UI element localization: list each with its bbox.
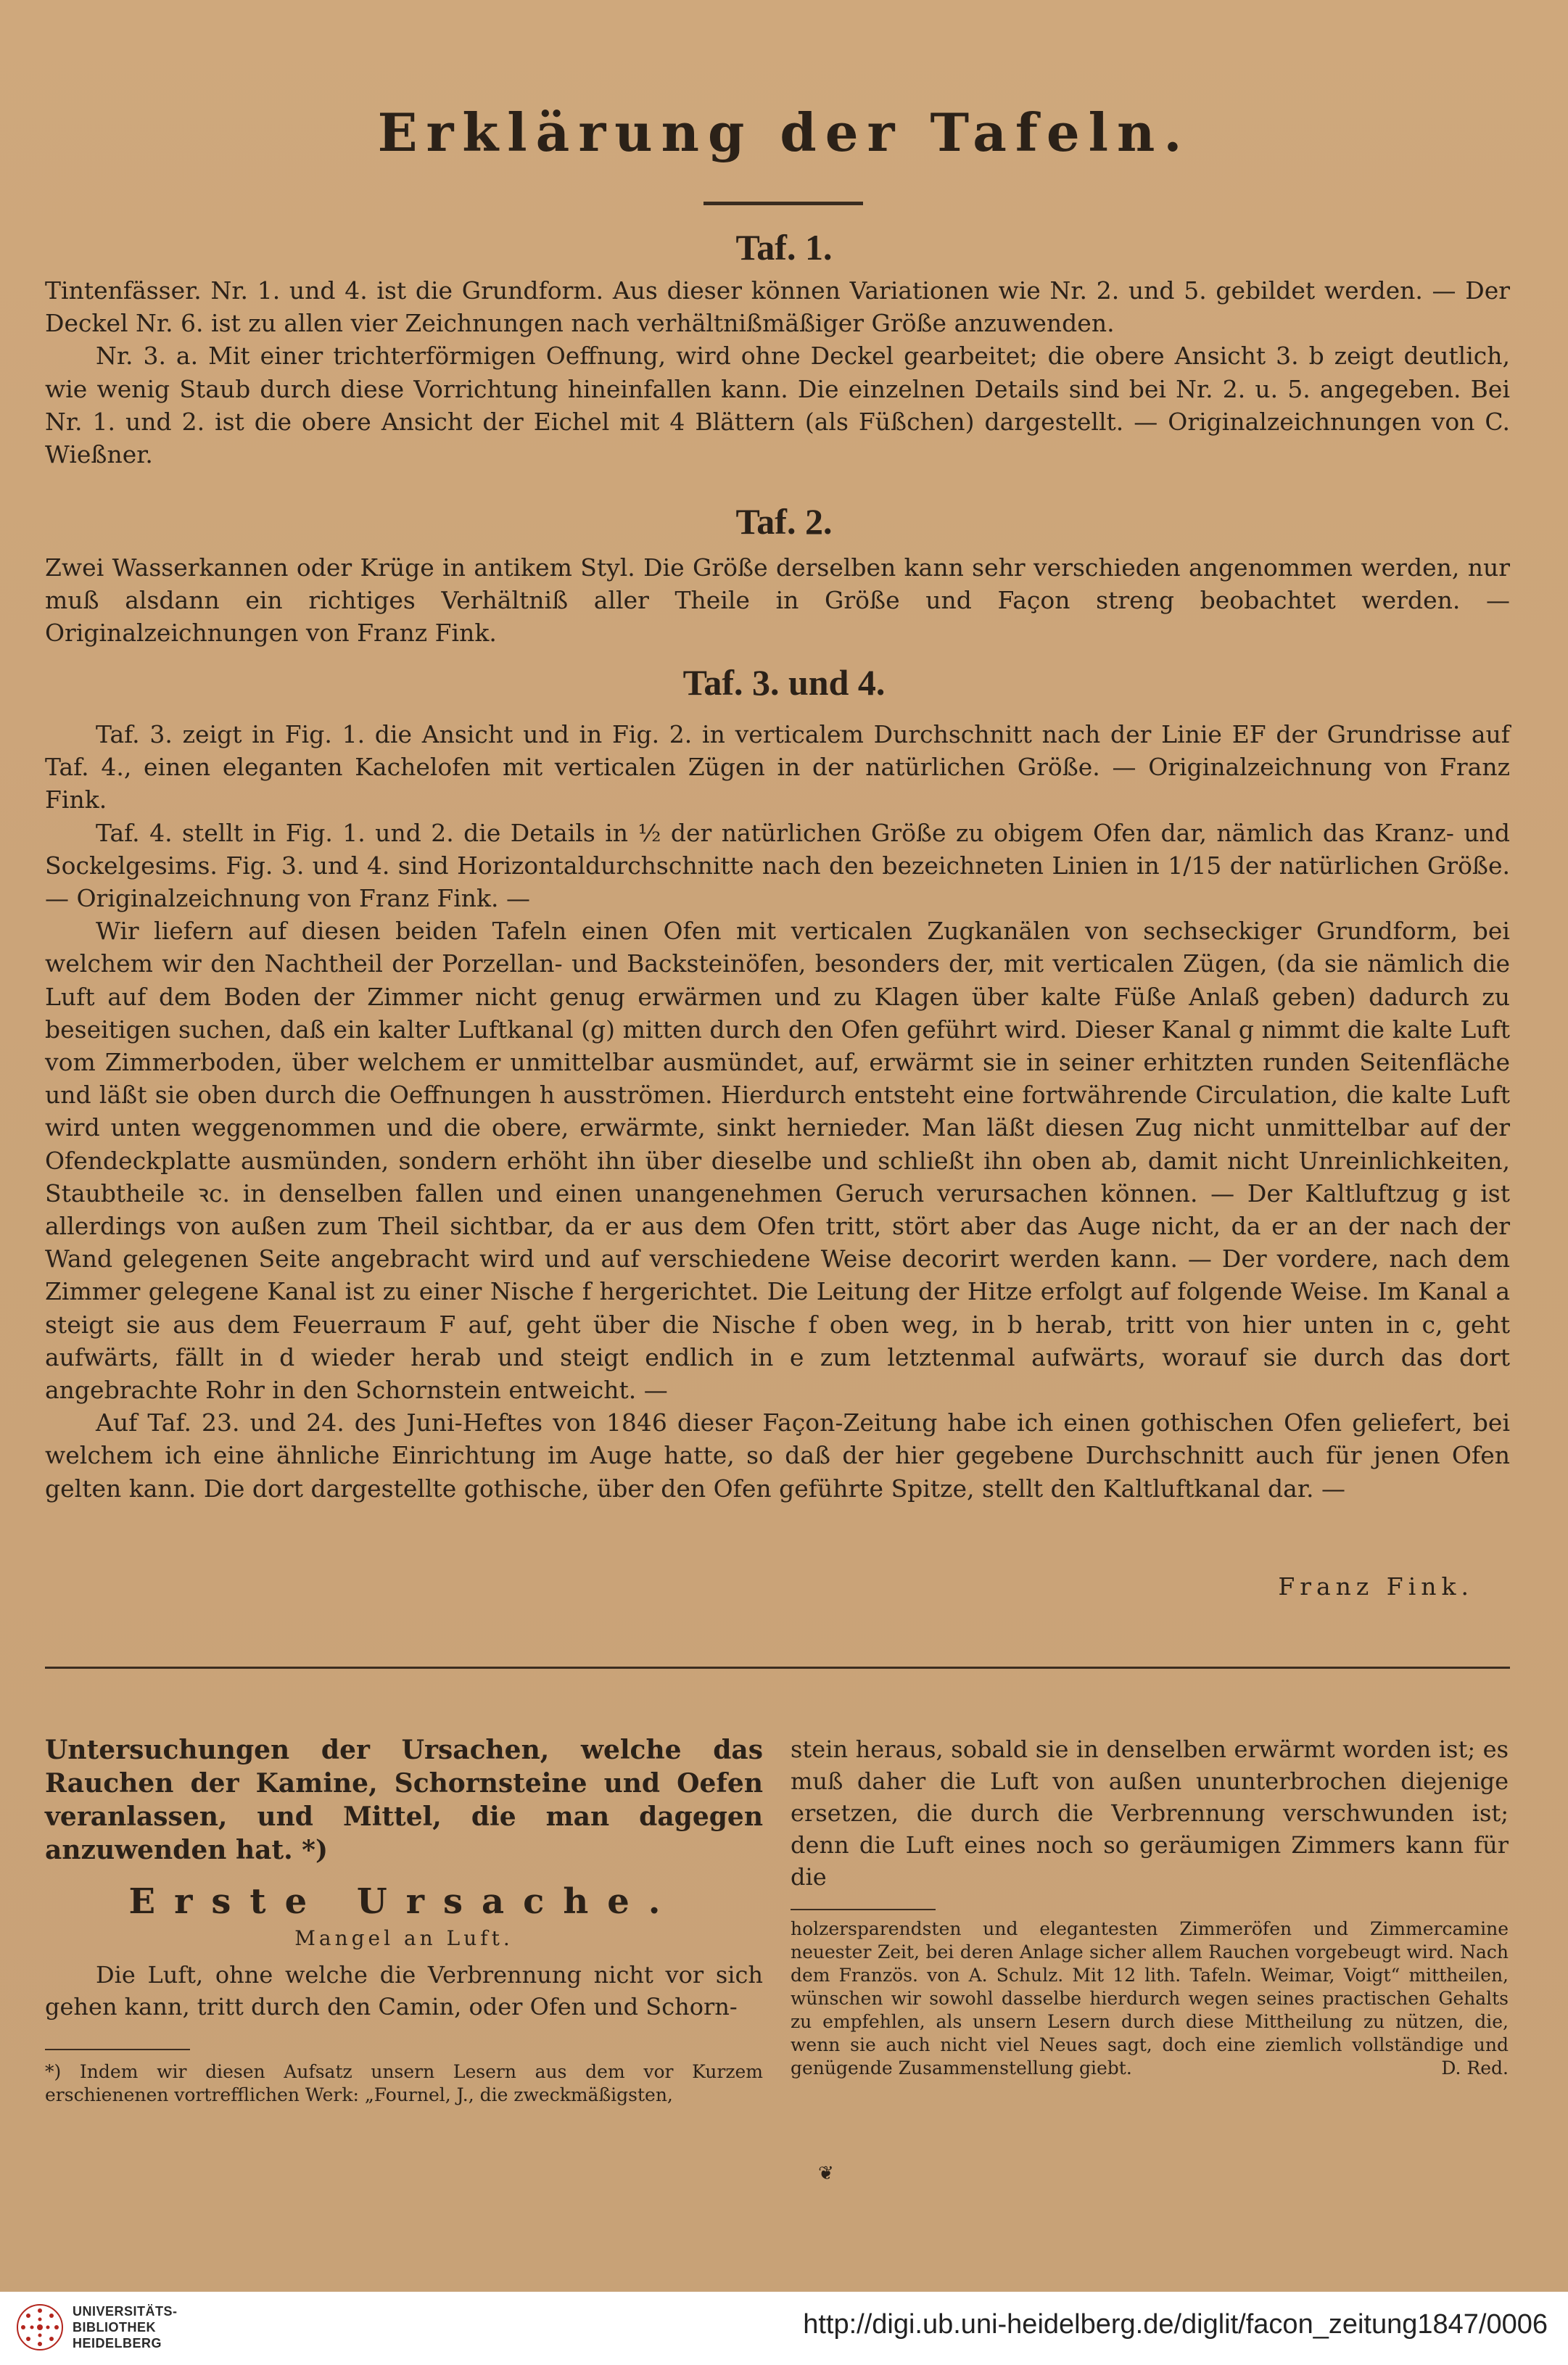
taf1-paragraph-2: Nr. 3. a. Mit einer trichterförmigen Oeffnung, wird ohne Deckel gearbeitet; die obere Ansicht 3. b zeigt deutlich, wie wenig Staub durch diese Vorrichtung hineinfallen kann. Die einzelnen Details sind bei Nr. 2. u. 5. angegeben. Bei Nr. 1. und 2. ist die obere Ansicht der Eichel mit 4 Blättern (als Füßchen) dargestellt. — Originalzeichnungen von C. Wießner. [45,342,1510,469]
taf2-paragraph-1: Zwei Wasserkannen oder Krüge in antikem Styl. Die Größe derselben kann sehr verschieden angenommen werden, nur muß alsdann ein richtiges Verhältniß aller Theile in Größe und Façon streng beobachtet werden. — Originalzeichnungen von Franz Fink. [45,553,1510,648]
article-right-column [791,1733,1509,2080]
library-name [73,2303,178,2351]
taf34-heading: Taf. 3. und 4. [682,662,886,703]
footnote-right-text: holzersparendsten und elegantesten Zimmeröfen und Zimmercamine neuester Zeit, bei deren Anlage sicher allem Rauchen vorgebeugt wird. Nach dem Französ. von A. Schulz. Mit 12 lith. Tafeln. Weimar, Voigt“ mittheilen, wünschen wir sowohl dasselbe hierdurch wegen seines practischen Gehalts zu empfehlen, als unsern Lesern durch diese Mittheilung zu nützen, die, wenn sie auch nicht viel Neues sagt, doch eine ziemlich vollständige und genügende Zusammenstellung giebt. [791,1918,1509,2079]
page-title: Erklärung der Tafeln. [377,102,1191,163]
article-left-paragraph: Die Luft, ohne welche die Verbrennung nicht vor sich gehen kann, tritt durch den Camin, oder Ofen und Schorn- [45,1961,763,2021]
taf34-paragraph-2: Taf. 4. stellt in Fig. 1. und 2. die Details in ½ der natürlichen Größe zu obigem Ofen dar, nämlich das Kranz- und Sockelgesims. Fig. 3. und 4. sind Horizontaldurchschnitte nach den bezeichneten Linien in 1/15 der natürlichen Größe. — Originalzeichnung von Franz Fink. — [45,818,1510,913]
article-left-column [45,1733,763,2107]
article-left-text [45,1959,763,2023]
library-name-line-3: HEIDELBERG [73,2336,162,2350]
article-heading: Untersuchungen der Ursachen, welche das Rauchen der Kamine, Schornsteine und Oefen veranlassen, und Mittel, die man dagegen anzuwenden hat. *) [45,1735,763,1865]
taf34-paragraph-4: Auf Taf. 23. und 24. des Juni-Heftes von 1846 dieser Façon-Zeitung habe ich einen gothischen Ofen geliefert, bei welchem ich eine ähnliche Einrichtung im Auge hatte, so daß der hier gegebene Durchschnitt auch für jenen Ofen gelten kann. Die dort dargestellte gothische, über den Ofen geführte Spitze, stellt den Kaltluftkanal dar. — [45,1408,1510,1503]
taf34-paragraph-3: Wir liefern auf diesen beiden Tafeln einen Ofen mit verticalen Zugkanälen von sechseckiger Grundform, bei welchem wir den Nachtheil der Porzellan- und Backsteinöfen, besonders der, mit verticalen Zügen, (da sie nämlich die Luft auf dem Boden der Zimmer nicht genug erwärmen und zu Klagen über kalte Füße Anlaß geben) dadurch zu beseitigen suchen, daß ein kalter Luftkanal (g) mitten durch den Ofen geführt wird. Dieser Kanal g nimmt die kalte Luft vom Zimmerboden, über welchem er unmittelbar ausmündet, auf, erwärmt sie in seiner erhitzten runden Seitenfläche und läßt sie oben durch die Oeffnungen h ausströmen. Hierdurch entsteht eine fortwährende Circulation, die kalte Luft wird unten weggenommen und die obere, erwärmte, sinkt hernieder. Man läßt diesen Zug nicht unmittelbar auf der Ofendeckplatte ausmünden, sondern erhöht ihn über dieselbe und schließt ihn oben ab, damit nicht Unreinlichkeiten, Staubtheile ꝛc. in denselben fallen und einen unangenehmen Geruch verursachen können. — Der Kaltluftzug g ist allerdings von außen zum Theil sichtbar, da er aus dem Ofen tritt, stört aber das Auge nicht, da er an der nach der Wand gelegenen Seite angebracht wird und auf verschiedene Weise decorirt werden kann. — Der vordere, nach dem Zimmer gelegene Kanal ist zu einer Nische f hergerichtet. Die Leitung der Hitze erfolgt auf folgende Weise. Im Kanal a steigt sie aus dem Feuerraum F auf, geht über die Nische f oben weg, in b herab, tritt von hier unten in c, geht aufwärts, fällt in d wieder herab und steigt endlich in e zum letztenmal aufwärts, worauf sie durch das dort angebrachte Rohr in den Schornstein entweicht. — [45,917,1510,1405]
taf34-text [45,718,1510,1505]
library-logo-icon [16,2303,64,2351]
taf34-paragraph-1: Taf. 3. zeigt in Fig. 1. die Ansicht und in Fig. 2. in verticalem Durchschnitt nach der Linie EF der Grundrisse auf Taf. 4., einen eleganten Kachelofen mit verticalen Zügen in der natürlichen Größe. — Originalzeichnung von Franz Fink. [45,720,1510,814]
taf2-text [45,551,1510,650]
footnote-left-text: *) Indem wir diesen Aufsatz unsern Lesern aus dem vor Kurzem erschienenen vortrefflichen Werk: „Fournel, J., die zweckmäßigsten, [45,2061,763,2105]
taf2-heading: Taf. 2. [735,501,833,542]
footnote-rule-right [791,1909,936,1910]
taf1-heading: Taf. 1. [735,227,833,268]
section-divider [45,1667,1510,1669]
footnote-signature: D. Red. [1441,2057,1509,2079]
footnote-rule-left [45,2049,190,2050]
article-subheading: Erste Ursache. [128,1881,680,1922]
footnote-left [45,2060,763,2107]
footnote-right [791,1918,1509,2080]
taf1-text [45,274,1510,471]
title-rule [703,202,863,205]
library-name-line-2: BIBLIOTHEK [73,2320,156,2335]
taf34-signature: Franz Fink. [1278,1572,1474,1601]
article-right-paragraph: stein heraus, sobald sie in denselben erwärmt worden ist; es muß daher die Luft von außen ununterbrochen diejenige ersetzen, die durch die Verbrennung verschwunden ist; denn die Luft eines noch so geräumigen Zimmers kann für die [791,1735,1509,1891]
article-right-text [791,1733,1509,1893]
article-sub-subheading: Mangel an Luft. [294,1926,513,1950]
source-url-link[interactable]: http://digi.ub.uni-heidelberg.de/diglit/facon_zeitung1847/0006 [803,2309,1548,2340]
library-name-line-1: UNIVERSITÄTS- [73,2304,178,2319]
taf1-paragraph-1: Tintenfässer. Nr. 1. und 4. ist die Grundform. Aus dieser können Variationen wie Nr. 2. und 5. gebildet werden. — Der Deckel Nr. 6. ist zu allen vier Zeichnungen nach verhältnißmäßiger Größe anzuwenden. [45,276,1510,338]
ornament-icon: ❦ [818,2163,834,2184]
